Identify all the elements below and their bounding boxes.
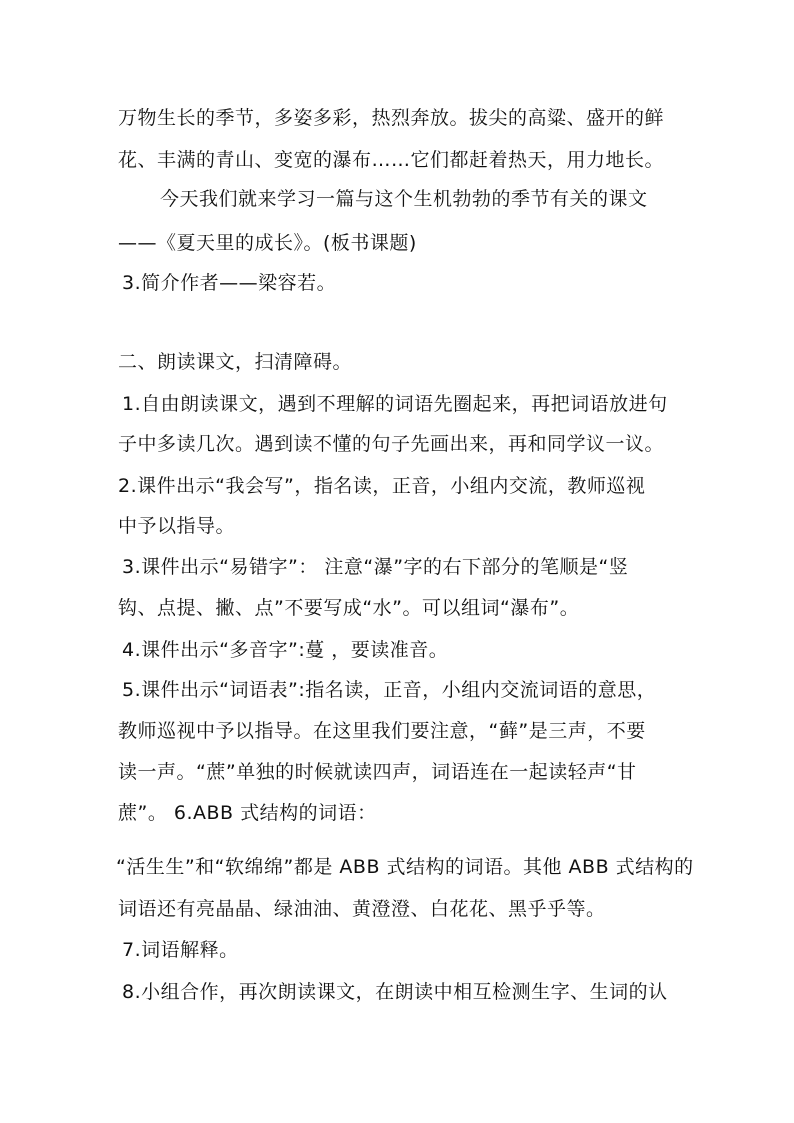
text-line: 3.课件出示“易错字”： 注意“瀑”字的右下部分的笔顺是“竖 [122, 556, 629, 578]
text-line: ——《夏天里的成长》。(板书课题) [118, 232, 417, 254]
text-line: 8.小组合作，再次朗读课文，在朗读中相互检测生字、生词的认 [122, 981, 668, 1003]
text-line: 万物生长的季节，多姿多彩，热烈奔放。拔尖的高粱、盛开的鲜 [118, 107, 665, 129]
text-line: “活生生”和“软绵绵”都是 ABB 式结构的词语。其他 ABB 式结构的 [116, 856, 694, 878]
text-line: 子中多读几次。遇到读不懂的句子先画出来，再和同学议一议。 [118, 433, 665, 455]
text-line: 词语还有亮晶晶、绿油油、黄澄澄、白花花、黑乎乎等。 [118, 898, 606, 920]
text-line: 教师巡视中予以指导。在这里我们要注意，“藓”是三声，不要 [118, 720, 646, 742]
text-line: 7.词语解释。 [122, 939, 239, 961]
text-line: 5.课件出示“词语表”:指名读，正音，小组内交流词语的意思， [122, 679, 657, 701]
text-line: 1.自由朗读课文，遇到不理解的词语先圈起来，再把词语放进句 [122, 393, 668, 415]
text-line: 读一声。“蔗”单独的时候就读四声，词语连在一起读轻声“甘 [118, 761, 637, 783]
text-line: 今天我们就来学习一篇与这个生机勃勃的季节有关的课文 [160, 188, 648, 210]
text-line: 钩、点提、撇、点”不要写成“水”。可以组词“瀑布”。 [118, 597, 580, 619]
text-line: 中予以指导。 [118, 515, 236, 537]
text-line: 2.课件出示“我会写”，指名读，正音，小组内交流，教师巡视 [118, 475, 646, 497]
text-line: 花、丰满的青山、变宽的瀑布……它们都赶着热天，用力地长。 [118, 149, 665, 171]
text-line: 3.简介作者——梁容若。 [122, 272, 337, 294]
text-line: 4.课件出示“多音字”:蔓 ，要读准音。 [122, 639, 449, 661]
section-heading: 二、朗读课文，扫清障碍。 [118, 351, 353, 373]
text-line: 蔗”。 6.ABB 式结构的词语： [118, 802, 377, 824]
